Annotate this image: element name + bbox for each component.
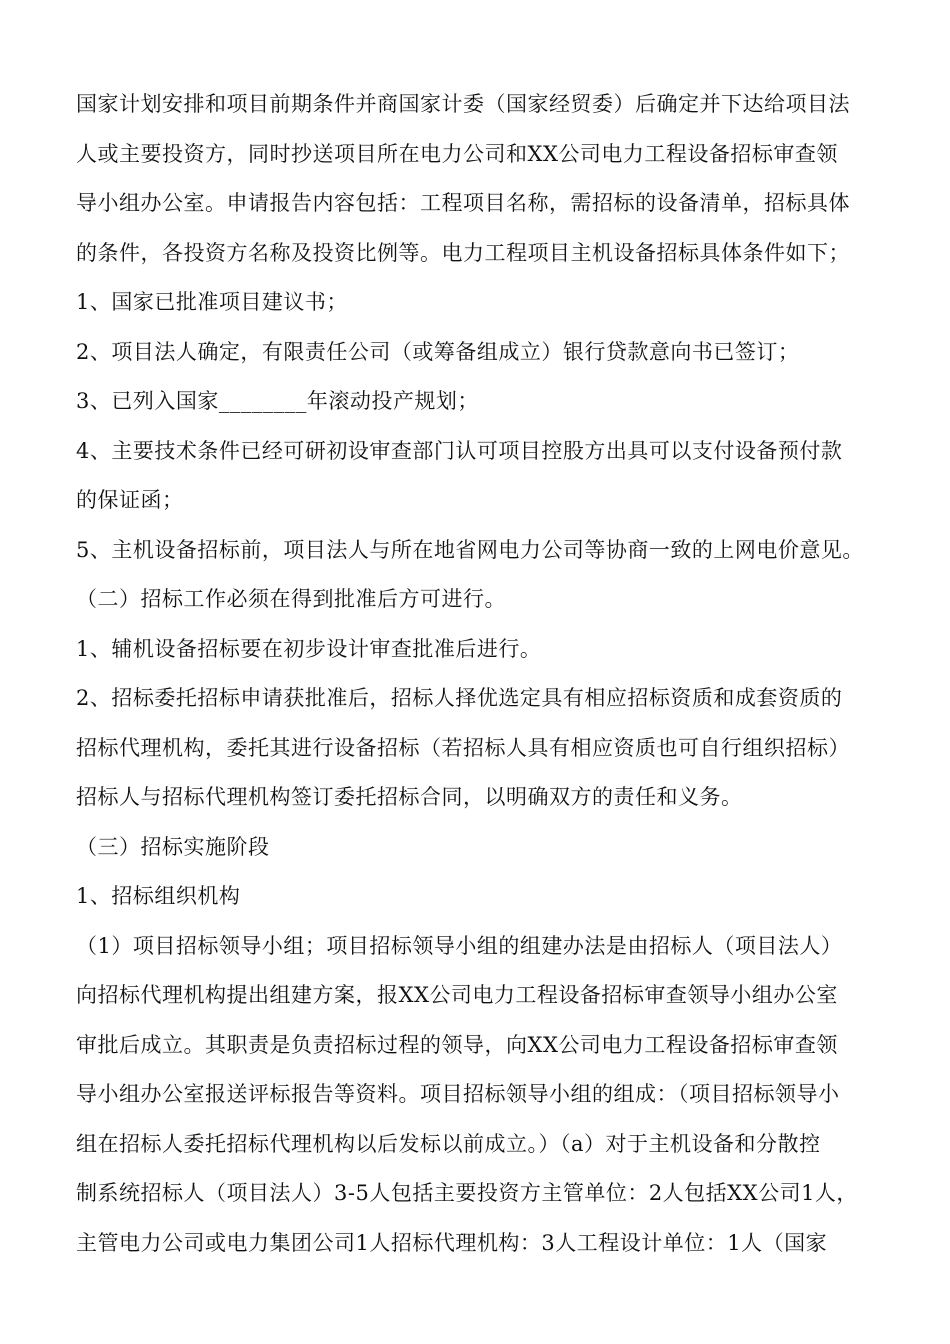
text-line: 制系统招标人（项目法人）3-5人包括主要投资方主管单位：2人包括XX公司1人， xyxy=(76,1181,858,1205)
text-line: 向招标代理机构提出组建方案，报XX公司电力工程设备招标审查领导小组办公室 xyxy=(76,983,838,1007)
text-line: 主管电力公司或电力集团公司1人招标代理机构：3人工程设计单位：1人（国家 xyxy=(76,1230,828,1255)
text-line: （1）项目招标领导小组；项目招标领导小组的组建办法是由招标人（项目法人） xyxy=(76,933,843,958)
text-line: 招标代理机构，委托其进行设备招标（若招标人具有相应资质也可自行组织招标） xyxy=(76,735,850,760)
section-heading: （二）招标工作必须在得到批准后方可进行。 xyxy=(76,587,506,611)
text-line: 组在招标人委托招标代理机构以后发标以前成立。）（a）对于主机设备和分散控 xyxy=(76,1131,821,1156)
text-line: 导小组办公室报送评标报告等资料。项目招标领导小组的组成：（项目招标领导小 xyxy=(76,1082,840,1106)
text-line: 招标人与招标代理机构签订委托招标合同，以明确双方的责任和义务。 xyxy=(76,785,743,809)
text-line: 人或主要投资方，同时抄送项目所在电力公司和XX公司电力工程设备招标审查领 xyxy=(76,141,838,166)
text-line: 的保证函； xyxy=(76,488,184,512)
subsection-heading: 1、招标组织机构 xyxy=(76,884,241,908)
section-heading: （三）招标实施阶段 xyxy=(76,834,270,859)
text-line: 审批后成立。其职责是负责招标过程的领导，向XX公司电力工程设备招标审查领 xyxy=(76,1032,838,1057)
text-line: 2、项目法人确定，有限责任公司（或筹备组成立）银行贷款意向书已签订； xyxy=(76,339,800,364)
text-line: 的条件，各投资方名称及投资比例等。电力工程项目主机设备招标具体条件如下； xyxy=(76,240,850,265)
text-line: 1、辅机设备招标要在初步设计审查批准后进行。 xyxy=(76,636,542,661)
text-line: 3、已列入国家________年滚动投产规划； xyxy=(76,389,479,413)
text-line: 2、招标委托招标申请获批准后，招标人择优选定具有相应招标资质和成套资质的 xyxy=(76,686,843,710)
text-line: 4、主要技术条件已经可研初设审查部门认可项目控股方出具可以支付设备预付款 xyxy=(76,438,843,463)
text-line: 国家计划安排和项目前期条件并商国家计委（国家经贸委）后确定并下达给项目法 xyxy=(76,92,850,116)
text-line: 导小组办公室。申请报告内容包括：工程项目名称，需招标的设备清单，招标具体 xyxy=(76,191,850,215)
text-line: 1、国家已批准项目建议书； xyxy=(76,290,348,314)
text-line: 5、主机设备招标前，项目法人与所在地省网电力公司等协商一致的上网电价意见。 xyxy=(76,537,864,562)
body-text xyxy=(76,80,888,1268)
